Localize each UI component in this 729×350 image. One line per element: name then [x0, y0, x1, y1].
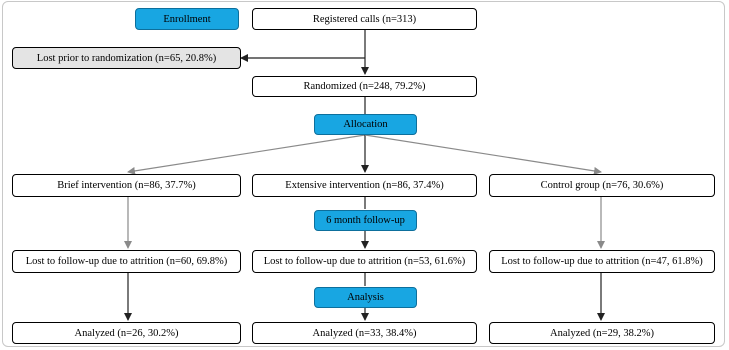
- brief-intervention-box: Brief intervention (n=86, 37.7%): [12, 174, 241, 197]
- stage-allocation: Allocation: [314, 114, 417, 135]
- arrow-to-brief-arm: [128, 135, 365, 172]
- brief-lost-followup-box: Lost to follow-up due to attrition (n=60, 69.8%): [12, 250, 241, 273]
- lost-prior-randomization-box: Lost prior to randomization (n=65, 20.8%): [12, 47, 241, 69]
- control-lost-followup-box: Lost to follow-up due to attrition (n=47, 61.8%): [489, 250, 715, 273]
- extensive-lost-followup-box: Lost to follow-up due to attrition (n=53, 61.6%): [252, 250, 477, 273]
- arrow-to-control-arm: [365, 135, 601, 172]
- brief-analyzed-box: Analyzed (n=26, 30.2%): [12, 322, 241, 344]
- control-group-box: Control group (n=76, 30.6%): [489, 174, 715, 197]
- control-analyzed-box: Analyzed (n=29, 38.2%): [489, 322, 715, 344]
- extensive-analyzed-box: Analyzed (n=33, 38.4%): [252, 322, 477, 344]
- extensive-intervention-box: Extensive intervention (n=86, 37.4%): [252, 174, 477, 197]
- stage-enrollment: Enrollment: [135, 8, 239, 30]
- stage-followup: 6 month follow-up: [314, 210, 417, 231]
- registered-calls-box: Registered calls (n=313): [252, 8, 477, 30]
- stage-analysis: Analysis: [314, 287, 417, 308]
- randomized-box: Randomized (n=248, 79.2%): [252, 76, 477, 97]
